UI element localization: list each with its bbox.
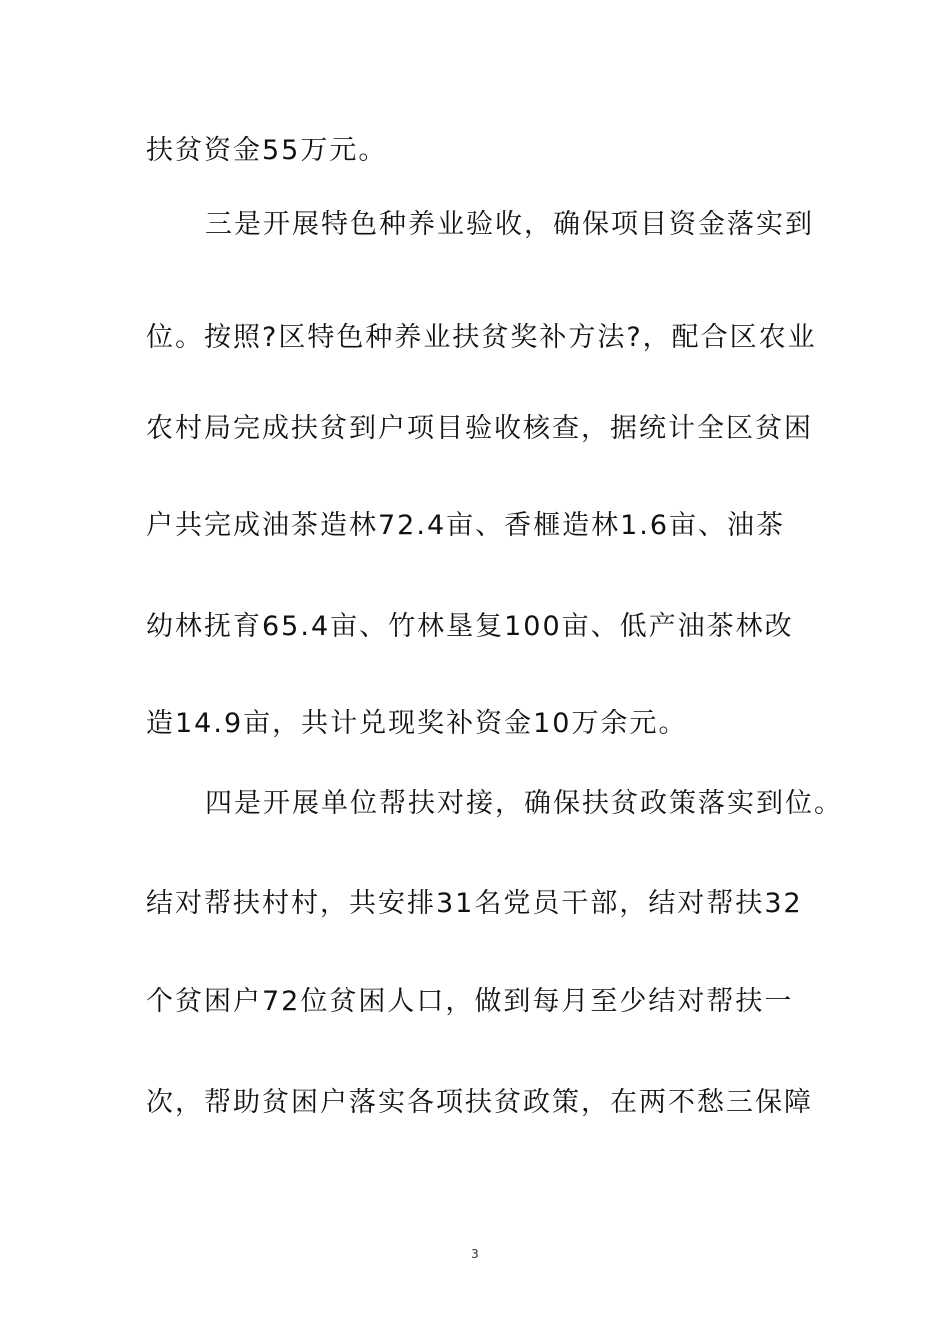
text-line-3: 位。按照?区特色种养业扶贫奖补方法?，配合区农业 xyxy=(146,322,817,353)
text-line-6: 幼林抚育65.4亩、竹林垦复100亩、低产油茶林改 xyxy=(146,611,794,642)
text-line-8: 四是开展单位帮扶对接，确保扶贫政策落实到位。 xyxy=(205,788,843,819)
text-line-4: 农村局完成扶贫到户项目验收核查，据统计全区贫困 xyxy=(146,413,813,444)
text-line-7: 造14.9亩，共计兑现奖补资金10万余元。 xyxy=(146,708,688,739)
page-number: 3 xyxy=(471,1247,479,1261)
text-line-10: 个贫困户72位贫困人口，做到每月至少结对帮扶一 xyxy=(146,986,794,1017)
text-line-11: 次，帮助贫困户落实各项扶贫政策，在两不愁三保障 xyxy=(146,1087,813,1118)
text-line-5: 户共完成油茶造林72.4亩、香榧造林1.6亩、油茶 xyxy=(146,510,786,541)
text-line-2: 三是开展特色种养业验收，确保项目资金落实到 xyxy=(205,209,814,240)
text-line-9: 结对帮扶村村，共安排31名党员干部，结对帮扶32 xyxy=(146,888,803,919)
text-line-1: 扶贫资金55万元。 xyxy=(146,135,388,166)
